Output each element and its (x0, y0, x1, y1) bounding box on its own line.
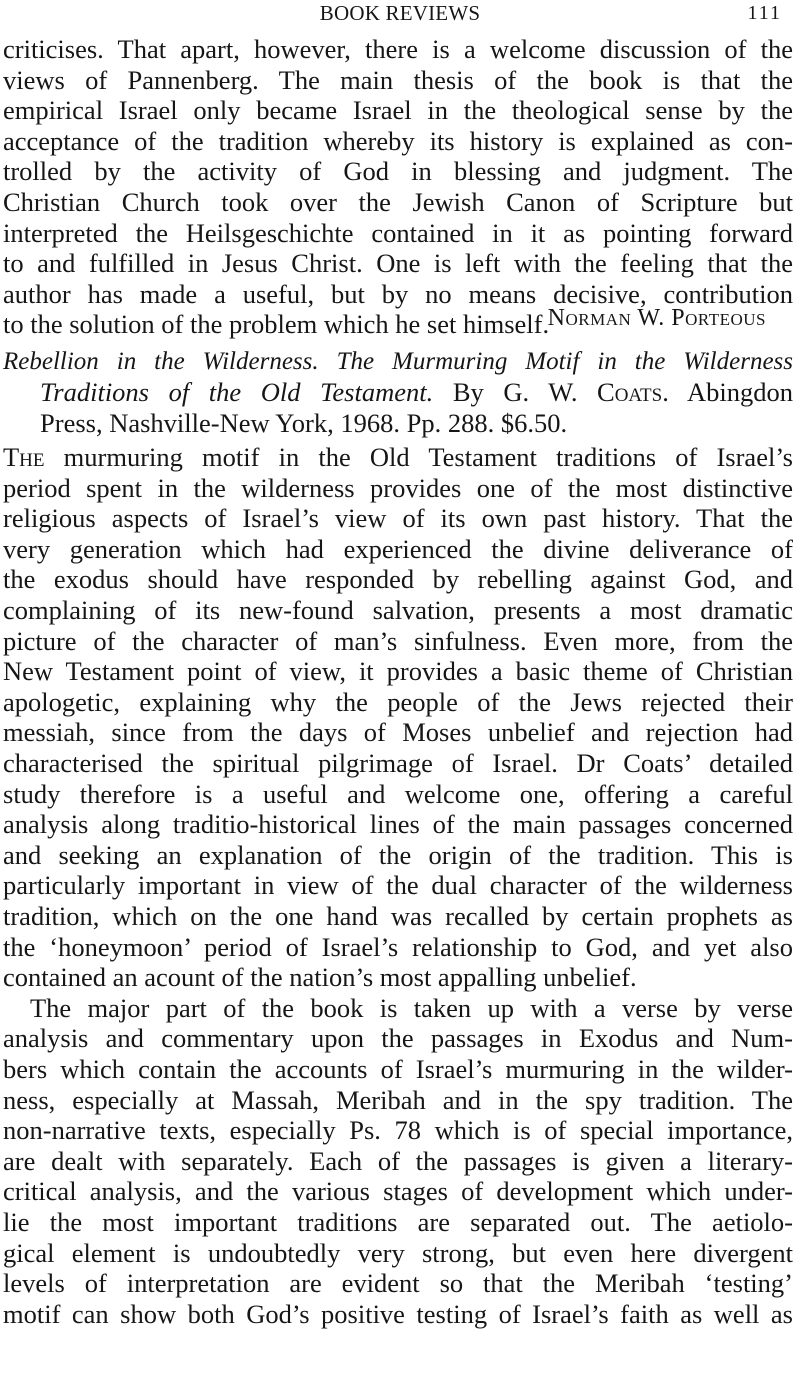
text-line: to and fulfilled in Jesus Christ. One is left with the feeling that the (3, 248, 793, 279)
text-line: trolled by the activity of God in blessing and judgment. The (3, 156, 793, 187)
text-line: and seeking an explanation of the origin of the tradition. This is (3, 839, 793, 870)
text-line: gical element is undoubtedly very strong, but even here divergent (3, 1237, 793, 1268)
text-line: messiah, since from the days of Moses unbelief and rejection had (3, 717, 793, 748)
citation-line-2 (40, 377, 793, 407)
text-line: characterised the spiritual pilgrimage of Israel. Dr Coats’ detailed (3, 748, 793, 778)
text-line: tradition, which on the one hand was recalled by certain prophets as (3, 901, 793, 931)
text-line: views of Pannenberg. The main thesis of the book is that the (3, 64, 793, 95)
text-line: analysis and commentary upon the passages in Exodus and Num- (3, 1023, 793, 1054)
text-line: lie the most important traditions are separated out. The aetiolo- (3, 1207, 793, 1237)
text-line: interpreted the Heilsgeschichte contained in it as pointing forward (3, 217, 793, 248)
page-number: 111 (747, 2, 782, 24)
text-line: non-narrative texts, especially Ps. 78 which is of special importance, (3, 1115, 793, 1146)
text-line: the ‘honeymoon’ period of Israel’s relationship to God, and yet also (3, 931, 793, 962)
text-line: The major part of the book is taken up with a verse by verse (30, 992, 793, 1023)
citation-title-line: Rebellion in the Wilderness. The Murmuring Motif in the Wilderness (3, 347, 793, 375)
text-line: contained an acount of the nation’s most appalling unbelief. (3, 962, 637, 993)
text-line: are dealt with separately. Each of the passages is given a literary- (3, 1145, 793, 1176)
text-line: very generation which had experienced the divine deliverance of (3, 533, 793, 564)
text-line: analysis along traditio-historical lines of the main passages concerned (3, 809, 793, 840)
text-line: the exodus should have responded by rebelling against God, and (3, 564, 793, 595)
running-head (0, 0, 800, 28)
text-line: period spent in the wilderness provides one of the most distinctive (3, 472, 793, 503)
text-line: motif can show both God’s positive testing of Israel’s faith as well as (3, 1298, 793, 1329)
text-line: particularly important in view of the dual character of the wilderness (3, 870, 793, 901)
text-line: critical analysis, and the various stages of development which under- (3, 1176, 793, 1207)
text-line: picture of the character of man’s sinfulness. Even more, from the (3, 625, 793, 656)
text-line: levels of interpretation are evident so that the Meribah ‘testing’ (3, 1268, 793, 1299)
text-line: author has made a useful, but by no means decisive, contribution (3, 278, 793, 309)
text-line: study therefore is a useful and welcome one, offering a careful (3, 778, 793, 809)
text-line: religious aspects of Israel’s view of its own past history. That the (3, 503, 793, 534)
text-line-rest: murmuring motif in the Old Testament traditions of Israel’s (44, 442, 793, 472)
citation-publisher: Abingdon (687, 377, 793, 408)
citation-author: G. W. Coats. (503, 377, 669, 408)
text-line: complaining of its new-found salvation, presents a most dramatic (3, 595, 793, 625)
text-line: criticises. That apart, however, there is a welcome discussion of the (3, 34, 793, 64)
citation-title-cont: Traditions of the Old Testament. (40, 377, 434, 408)
reviewer-signature: Norman W. Porteous (547, 304, 766, 331)
text-line: empirical Israel only became Israel in the theological sense by the (3, 95, 793, 126)
text-line: to the solution of the problem which he set himself. (3, 309, 550, 340)
text-line: New Testament point of view, it provides a basic theme of Christian (3, 656, 793, 687)
text-line: Christian Church took over the Jewish Canon of Scripture but (3, 187, 793, 217)
citation-imprint: Press, Nashville-New York, 1968. Pp. 288. $6.50. (40, 408, 568, 438)
citation-by: By (452, 377, 484, 408)
text-line: bers which contain the accounts of Israel’s murmuring in the wilder- (3, 1054, 793, 1084)
drop-word: The (3, 442, 45, 472)
text-line: apologetic, explaining why the people of the Jews rejected their (3, 686, 793, 717)
text-line: ness, especially at Massah, Meribah and in the spy tradition. The (3, 1084, 793, 1115)
text-line (3, 442, 793, 472)
text-line: acceptance of the tradition whereby its history is explained as con- (3, 125, 793, 156)
running-title: BOOK REVIEWS (319, 1, 481, 25)
